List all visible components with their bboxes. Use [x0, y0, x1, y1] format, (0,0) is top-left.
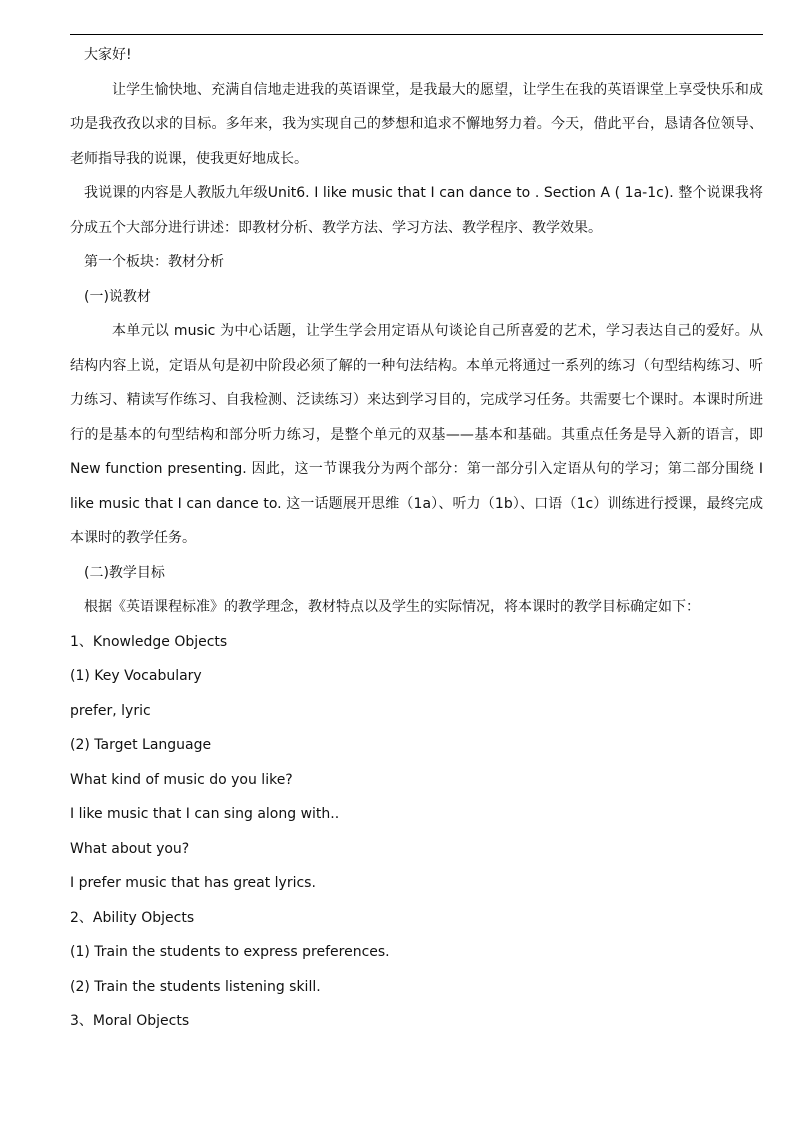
objective-line: (2) Target Language: [70, 737, 212, 753]
objective-line: 3、Moral Objects: [70, 1013, 190, 1029]
header-rule: [70, 34, 763, 35]
objective-line: prefer, lyric: [70, 702, 151, 719]
objectives-intro: 根据《英语课程标准》的教学理念，教材特点以及学生的实际情况，将本课时的教学目标确定如下：: [84, 599, 700, 615]
objective-line: I prefer music that has great lyrics.: [70, 875, 316, 891]
objective-line: 1、Knowledge Objects: [70, 633, 228, 650]
textbook-analysis-paragraph: 本单元以 music 为中心话题，让学生学会用定语从句谈论自己所喜爱的艺术，学习表达自己的爱好。从结构内容上说，定语从句是初中阶段必须了解的一种句法结构。本单元将通过一系列的练习（句型结构练习、听力练习、精读写作练习、自我检测、泛读练习）来达到学习目的，完成学习任务。共需要七个课时。本课时所进行的是基本的句型结构和部分听力练习，是整个单元的双基——基本和基础。其重点任务是导入新的语言，即 New function presenting. 因此，这一节课我分为两个部分：第一部分引入定语从句的学习；第二部分围绕 I like music that I can dance to. 这一话题展开思维（1a）、听力（1b）、口语（1c）训练进行授课，最终完成本课时的教学任务。: [70, 323, 763, 546]
objective-line: 2、Ability Objects: [70, 909, 195, 926]
objective-line: (1) Train the students to express preferences.: [70, 944, 390, 960]
objective-line: I like music that I can sing along with..: [70, 806, 340, 822]
intro-paragraph: 让学生愉快地、充满自信地走进我的英语课堂，是我最大的愿望，让学生在我的英语课堂上享受快乐和成功是我孜孜以求的目标。多年来，我为实现自己的梦想和追求不懈地努力着。今天，借此平台，恳请各位领导、老师指导我的说课，使我更好地成长。: [70, 81, 763, 167]
subsection-title: (一)说教材: [84, 288, 151, 305]
subsection-title: (二)教学目标: [84, 564, 165, 581]
section-title: 第一个板块：教材分析: [84, 254, 224, 270]
topic-paragraph: 我说课的内容是人教版九年级Unit6. I like music that I can dance to . Section A ( 1a-1c). 整个说课我将分成五个大部分进行讲述：即教材分析、教学方法、学习方法、教学程序、教学效果。: [70, 185, 763, 236]
objective-line: What about you?: [70, 840, 190, 857]
objective-line: (1) Key Vocabulary: [70, 668, 202, 684]
greeting: 大家好!: [84, 47, 132, 63]
document-body: [70, 38, 763, 1039]
objective-line: What kind of music do you like?: [70, 771, 293, 788]
objective-line: (2) Train the students listening skill.: [70, 978, 321, 995]
